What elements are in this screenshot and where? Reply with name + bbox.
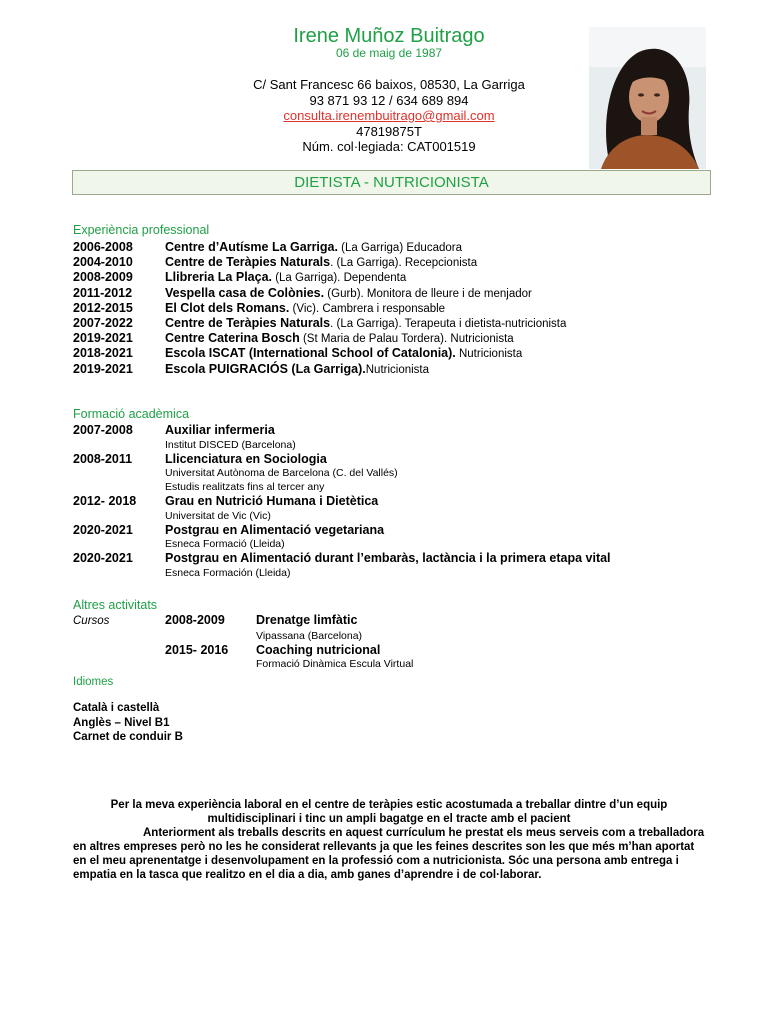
summary-line: empatia en la tasca que realitzo en el dia a dia, amb ganes d’aprendre i de col·laborar.: [73, 869, 542, 881]
language-item: Català i castellà: [73, 702, 160, 714]
experience-item: 2006-2008 Centre d’Autísme La Garriga. (La Garriga) Educadora: [73, 240, 462, 254]
education-institution: Universitat de Vic (Vic): [165, 509, 271, 522]
summary-line: Per la meva experiència laboral en el centre de teràpies estic acostumada a treballar dintre d’un equip: [110, 799, 668, 811]
activity-institution: Vipassana (Barcelona): [256, 629, 363, 642]
education-institution: Esneca Formació (Lleida): [165, 538, 285, 550]
education-heading: Formació acadèmica: [73, 407, 190, 421]
experience-item: 2018-2021 Escola ISCAT (International School of Catalonia). Nutricionista: [73, 346, 523, 361]
experience-item: 2004-2010 Centre de Teràpies Naturals. (La Garriga). Recepcionista: [73, 255, 478, 270]
id-number: 47819875T: [356, 123, 422, 139]
address: C/ Sant Francesc 66 baixos, 08530, La Garriga: [253, 77, 525, 92]
language-item: Carnet de conduir B: [73, 731, 183, 743]
languages-list: [73, 701, 183, 745]
summary-paragraph: [73, 798, 705, 882]
collegiate-number: Núm. col·legiada: CAT001519: [302, 139, 476, 154]
education-item: 2012- 2018 Grau en Nutrició Humana i Dietètica: [73, 494, 379, 508]
activity-item: Cursos 2008-2009 Drenatge limfàtic: [73, 613, 358, 627]
education-list: [73, 423, 713, 580]
education-item: 2020-2021 Postgrau en Alimentació durant l’embaràs, lactància i la primera etapa vital: [73, 551, 611, 565]
experience-list: [73, 240, 713, 377]
summary-line: en altres empreses però no les he considerat rellevants ja que les feines descrites son les que més m’han aportat: [73, 841, 695, 853]
experience-item: 2019-2021 Escola PUIGRACIÓS (La Garriga).Nutricionista: [73, 361, 430, 376]
summary-line: multidisciplinari i tinc un ampli bagatge en el tracte amb el pacient: [207, 813, 571, 825]
courses-label: Cursos: [73, 615, 110, 627]
activity-item: 2015- 2016 Coaching nutricional: [165, 642, 381, 657]
education-item: 2007-2008 Auxiliar infermeria: [73, 423, 275, 437]
experience-heading: Experiència professional: [73, 223, 210, 237]
date-of-birth: 06 de maig de 1987: [335, 46, 443, 60]
cv-name: Irene Muñoz Buitrago: [293, 25, 485, 47]
education-item: 2008-2011 Llicenciatura en Sociologia: [73, 451, 327, 466]
phone-numbers: 93 871 93 12 / 634 689 894: [309, 92, 469, 108]
activities-list: [73, 613, 713, 671]
experience-item: 2012-2015 El Clot dels Romans. (Vic). Cambrera i responsable: [73, 300, 446, 315]
email-link[interactable]: consulta.irenembuitrago@gmail.com: [283, 108, 495, 123]
activity-institution: Formació Dinàmica Escula Virtual: [256, 658, 414, 670]
summary-line: Anteriorment als treballs descrits en aquest currículum he prestat els meus serveis com a treballadora: [143, 827, 705, 839]
language-item: Anglès – Nivel B1: [73, 716, 170, 729]
education-item: 2020-2021 Postgrau en Alimentació vegetariana: [73, 522, 385, 537]
summary-line: en el meu aprenentatge i desenvolupament en la professió com a nutricionista. Sóc una persona amb entrega i: [73, 855, 679, 867]
profession-banner: DIETISTA - NUTRICIONISTA: [72, 170, 711, 195]
education-note: Estudis realitzats fins al tercer any: [165, 481, 325, 493]
languages-heading: Idiomes: [73, 676, 114, 688]
experience-item: 2008-2009 Llibreria La Plaça. (La Garriga). Dependenta: [73, 270, 407, 285]
activities-heading: Altres activitats: [73, 598, 158, 612]
experience-item: 2007-2022 Centre de Teràpies Naturals. (La Garriga). Terapeuta i dietista-nutricionista: [73, 315, 567, 330]
education-institution: Universitat Autònoma de Barcelona (C. del Vallés): [165, 467, 398, 479]
education-institution: Institut DISCED (Barcelona): [165, 438, 296, 451]
experience-item: 2011-2012 Vespella casa de Colònies. (Gurb). Monitora de lleure i de menjador: [73, 285, 532, 300]
profile-photo: [589, 27, 706, 169]
experience-item: 2019-2021 Centre Caterina Bosch (St Maria de Palau Tordera). Nutricionista: [73, 331, 514, 346]
education-institution: Esneca Formación (Lleida): [165, 566, 291, 579]
